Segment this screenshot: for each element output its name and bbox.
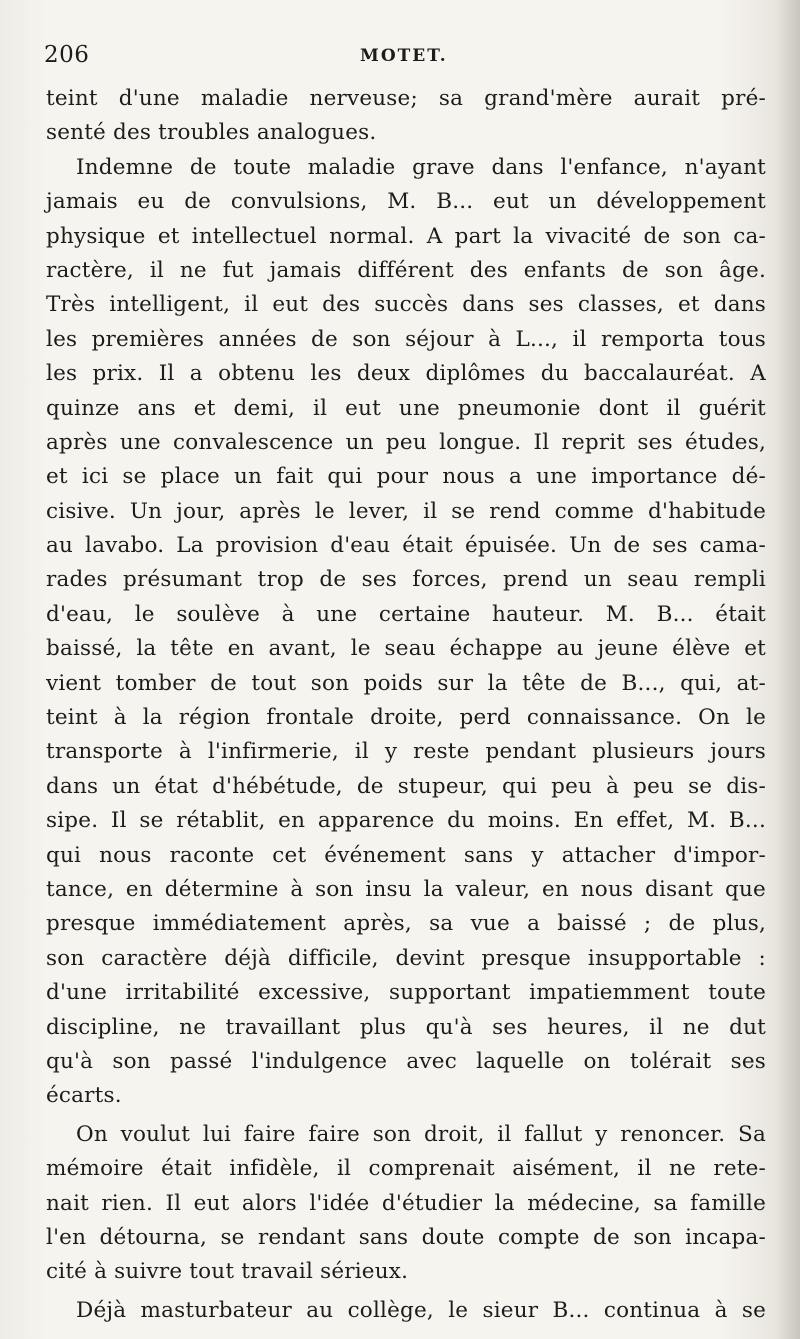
text-line: vient tomber de tout son poids sur la tête de B..., qui, at-	[46, 670, 766, 696]
text-line: mémoire était infidèle, il comprenait aisément, il ne rete-	[46, 1156, 766, 1182]
text-line: nait rien. Il eut alors l'idée d'étudier la médecine, sa famille	[46, 1190, 766, 1216]
text-line: après une convalescence un peu longue. Il reprit ses études,	[46, 429, 766, 455]
text-line: teint à la région frontale droite, perd connaissance. On le	[46, 705, 766, 731]
text-line: quinze ans et demi, il eut une pneumonie dont il guérit	[46, 395, 766, 421]
text-line: au lavabo. La provision d'eau était épuisée. Un de ses cama-	[46, 533, 766, 559]
text-line: physique et intellectuel normal. A part la vivacité de son ca-	[46, 223, 766, 249]
text-line: les prix. Il a obtenu les deux diplômes du baccalauréat. A	[46, 361, 766, 387]
text-line: senté des troubles analogues.	[46, 120, 377, 146]
text-line: et ici se place un fait qui pour nous a une importance dé-	[46, 464, 766, 490]
text-line: écarts.	[46, 1083, 122, 1109]
text-line: On voulut lui faire faire son droit, il fallut y renoncer. Sa	[76, 1121, 766, 1147]
text-line: presque immédiatement après, sa vue a baissé ; de plus,	[46, 911, 766, 937]
page-edge-shadow	[774, 0, 800, 1339]
text-line: tance, en détermine à son insu la valeur, en nous disant que	[46, 876, 766, 902]
text-line: Indemne de toute maladie grave dans l'enfance, n'ayant	[76, 154, 766, 180]
text-line: rades présumant trop de ses forces, prend un seau rempli	[46, 567, 766, 593]
text-line: jamais eu de convulsions, M. B... eut un développement	[46, 189, 766, 215]
text-line: dans un état d'hébétude, de stupeur, qui peu à peu se dis-	[46, 773, 766, 799]
text-line: Déjà masturbateur au collège, le sieur B... continua à se	[76, 1297, 766, 1323]
text-line: d'eau, le soulève à une certaine hauteur. M. B... était	[46, 601, 766, 627]
text-line: l'en détourna, se rendant sans doute compte de son incapa-	[46, 1224, 766, 1250]
text-line: qu'à son passé l'indulgence avec laquelle on tolérait ses	[46, 1048, 766, 1074]
body-text	[46, 82, 766, 1328]
text-line: transporte à l'infirmerie, il y reste pendant plusieurs jours	[46, 739, 766, 765]
text-line: baissé, la tête en avant, le seau échappe au jeune élève et	[46, 636, 766, 662]
text-line: qui nous raconte cet événement sans y attacher d'impor-	[46, 842, 766, 868]
running-title: MOTET.	[360, 46, 448, 66]
text-line: cisive. Un jour, après le lever, il se rend comme d'habitude	[46, 498, 766, 524]
text-line: ractère, il ne fut jamais différent des enfants de son âge.	[46, 257, 766, 283]
running-head	[44, 42, 764, 72]
page-number: 206	[44, 42, 90, 68]
text-line: sipe. Il se rétablit, en apparence du moins. En effet, M. B...	[46, 808, 766, 834]
text-line: teint d'une maladie nerveuse; sa grand'mère aurait pré-	[46, 86, 766, 111]
text-line: son caractère déjà difficile, devint presque insupportable :	[46, 945, 766, 971]
text-line: discipline, ne travaillant plus qu'à ses heures, il ne dut	[46, 1014, 766, 1040]
text-line: cité à suivre tout travail sérieux.	[46, 1259, 409, 1285]
text-line: d'une irritabilité excessive, supportant impatiemment toute	[46, 980, 766, 1006]
text-line: les premières années de son séjour à L..., il remporta tous	[46, 326, 766, 352]
text-line: Très intelligent, il eut des succès dans ses classes, et dans	[46, 292, 766, 318]
